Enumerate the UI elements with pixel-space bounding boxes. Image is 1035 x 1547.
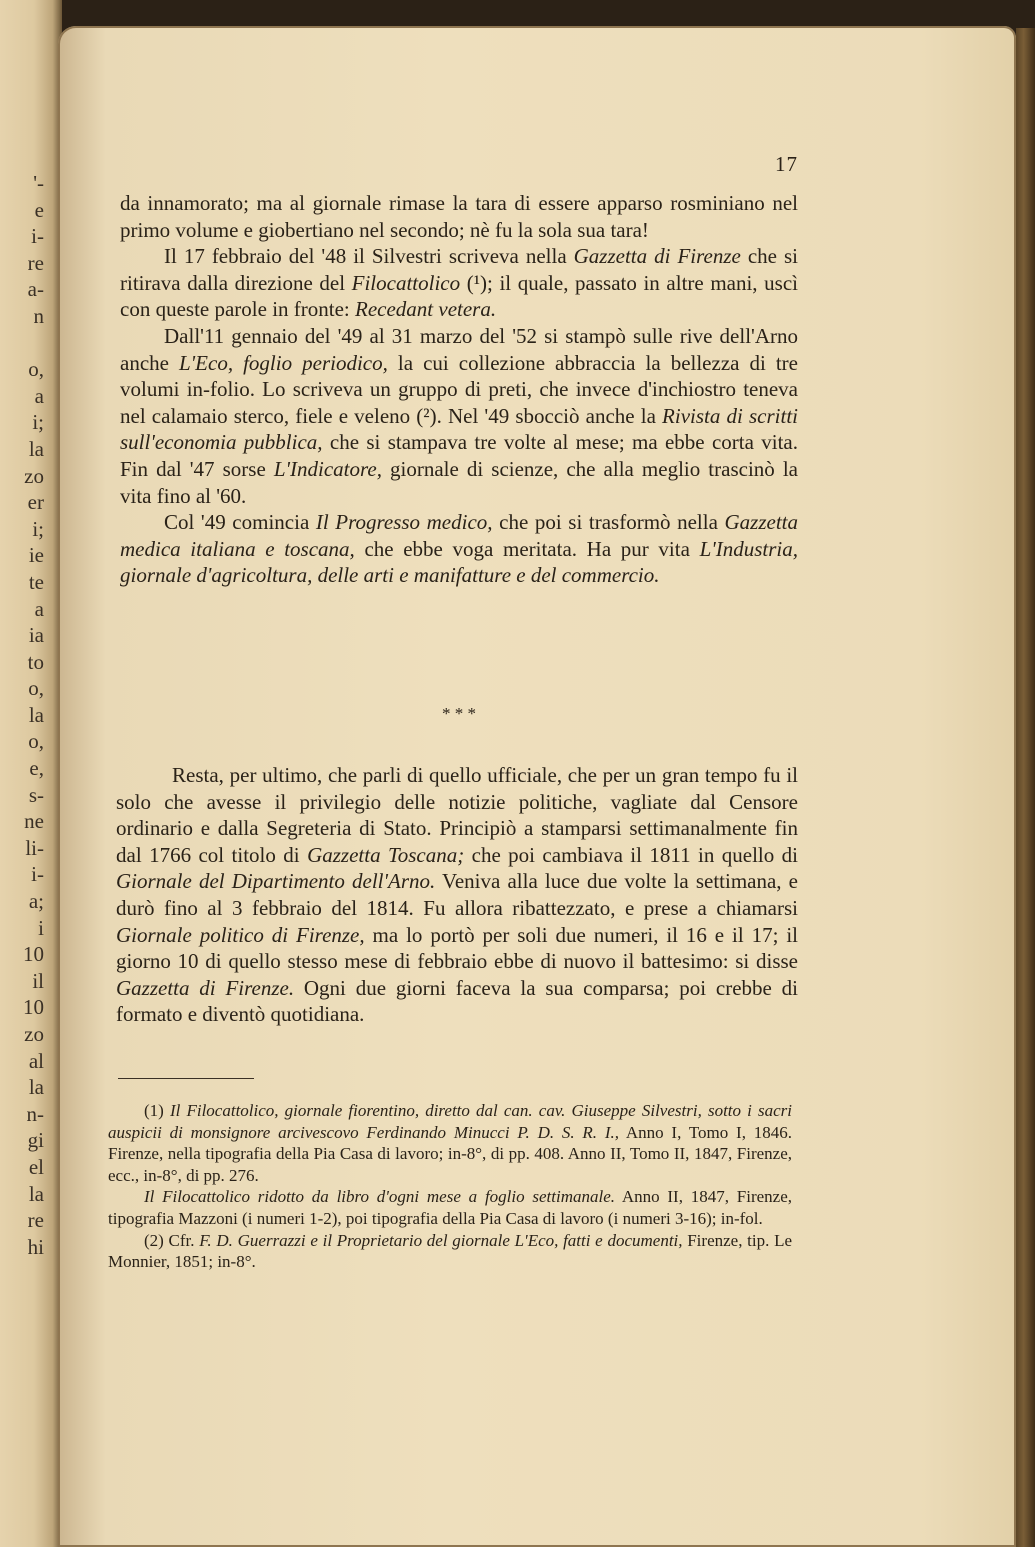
previous-page-fragment: ia	[28, 623, 44, 648]
title-run: F. D. Guerrazzi e il Proprietario del giornale L'Eco, fatti e documenti,	[199, 1230, 683, 1250]
text-run: giornale di scienze, che alla meglio trascinò la vita fino al '60.	[120, 456, 798, 508]
previous-page-fragment: i;	[32, 410, 44, 435]
text-run: che poi cambiava il 1811 in quello di	[464, 842, 798, 867]
text-run: Ogni due giorni faceva la sua comparsa; poi crebbe di formato e diventò quotidiana.	[116, 975, 798, 1027]
previous-page-fragment: i	[38, 915, 44, 940]
text-run: che poi si trasformò nella	[492, 510, 725, 535]
text-run: Veniva alla luce due volte la settimana, e durò fino al 3 febbraio del 1814. Fu allora ribattezzato, e prese a chiamarsi	[116, 869, 798, 920]
text-run: ma lo portò per soli due numeri, il 16 e il 17; il giorno 10 di quello stesso mese di febbraio ebbe di nuovo il battesimo: si disse	[116, 922, 798, 974]
footnote-rule	[118, 1078, 254, 1079]
title-run: L'Eco, foglio periodico,	[179, 350, 388, 375]
title-run: Gazzetta di Firenze	[573, 244, 741, 269]
previous-page-fragment: li-	[25, 835, 44, 860]
title-run: Giornale politico di Firenze,	[116, 922, 365, 947]
previous-page-fragment: hi	[27, 1234, 44, 1259]
previous-page-fragment: e	[34, 197, 44, 222]
previous-page-fragment: i-	[31, 224, 44, 249]
paragraph-official-gazette	[116, 762, 798, 1028]
previous-page-fragment: la	[28, 702, 44, 727]
previous-page-fragment: i;	[32, 516, 44, 541]
title-run: Recedant vetera.	[355, 297, 497, 322]
previous-page-fragment: al	[28, 1048, 44, 1073]
title-run: Il Progresso medico,	[315, 510, 493, 535]
previous-page-fragment: la	[28, 436, 44, 461]
text-run: che si stampava tre volte al mese; ma ebbe corta vita. Fin dal '47 sorse	[120, 430, 799, 481]
text-run: che si ritirava dalla direzione del	[120, 244, 798, 295]
paragraph-eco	[120, 323, 798, 509]
text-run: Il 17 febbraio del '48 il Silvestri scriveva nella	[164, 244, 574, 269]
previous-page-fragment: zo	[24, 1022, 44, 1046]
previous-page-fragment: il	[32, 968, 44, 993]
previous-page-fragment: zo	[24, 463, 44, 488]
previous-page-fragment: re	[27, 1208, 44, 1233]
title-run: Gazzetta medica italiana e toscana,	[120, 510, 799, 561]
footnote-1	[108, 1100, 792, 1186]
section-asterism: * * *	[442, 704, 476, 723]
title-run: Giornale del Dipartimento dell'Arno.	[116, 869, 436, 894]
previous-page-fragment: o,	[28, 729, 44, 754]
previous-page-fragment: o,	[28, 357, 44, 382]
page-number: 17	[775, 152, 798, 176]
previous-page-fragment: o,	[28, 676, 44, 701]
previous-page-fragment: la	[28, 1075, 44, 1100]
previous-page-fragment: er	[27, 490, 44, 515]
text-run: (¹); il quale, passato in altre mani, uscì con queste parole in fronte:	[120, 270, 798, 322]
previous-page-fragment: gi	[27, 1128, 44, 1153]
previous-page-fragment: ne	[24, 809, 44, 834]
previous-page-fragment	[0, 330, 44, 357]
previous-page-fragment: 10	[23, 995, 44, 1020]
title-run: Filocattolico	[351, 270, 461, 295]
previous-page-edge	[0, 0, 62, 1547]
previous-page-fragment: la	[28, 1181, 44, 1206]
previous-page-fragment: el	[28, 1154, 44, 1179]
page-edge-shadow	[1016, 28, 1035, 1547]
paragraph-continuation: da innamorato; ma al giornale rimase la tara di essere apparso rosminiano nel primo volume e giobertiano nel secondo; nè fu la sola sua tara!	[120, 191, 798, 242]
footnote-1-continued	[108, 1186, 792, 1229]
previous-page-fragment: n-	[26, 1101, 44, 1126]
footnote-number: (2) Cfr.	[144, 1230, 200, 1250]
previous-page-fragment: re	[27, 250, 44, 275]
title-run: Il Filocattolico ridotto da libro d'ogni mese a foglio settimanale.	[144, 1187, 616, 1207]
paragraph-silvestri	[120, 243, 798, 323]
text-run: che ebbe voga meritata. Ha pur vita	[354, 536, 700, 561]
previous-page-fragment: to	[27, 649, 44, 674]
previous-page-fragment: n	[33, 303, 44, 328]
previous-page-fragment: a-	[27, 277, 44, 302]
text-run: Col '49 comincia	[164, 510, 316, 535]
previous-page-text-fragments	[0, 170, 44, 1260]
title-run: Rivista di scritti sull'economia pubblica,	[120, 403, 798, 455]
previous-page-fragment: '-	[33, 171, 44, 195]
previous-page-fragment: s-	[28, 782, 44, 807]
previous-page-fragment: a	[34, 596, 44, 621]
section-two-text	[116, 762, 798, 1028]
footnotes	[108, 1100, 792, 1273]
title-run: Il Filocattolico, giornale fiorentino, diretto dal can. cav. Giuseppe Silvestri, sotto i sacri auspicii di monsignore arcivescovo Ferdinando Minucci P. D. S. R. I.,	[108, 1101, 792, 1142]
previous-page-fragment: 10	[23, 942, 44, 967]
title-run: L'Industria, giornale d'agricoltura, delle arti e manifatture e del commercio.	[120, 536, 798, 588]
title-run: Gazzetta di Firenze.	[116, 975, 295, 1000]
previous-page-fragment: i-	[31, 862, 44, 887]
footnote-number: (1)	[144, 1101, 170, 1120]
title-run: Gazzetta Toscana;	[307, 842, 465, 867]
previous-page-fragment: e,	[29, 756, 44, 781]
text-run: Anno II, 1847, Firenze, tipografia Mazzoni (i numeri 1-2), poi tipografia della Pia Casa di lavoro (i numeri 3-16); in-fol.	[108, 1187, 792, 1228]
footnote-2	[108, 1230, 792, 1273]
main-text-block	[120, 190, 798, 589]
text-run: Firenze, tip. Le Monnier, 1851; in-8°.	[108, 1230, 793, 1272]
text-run: Resta, per ultimo, che parli di quello ufficiale, che per un gran tempo fu il solo che avesse il privilegio delle notizie politiche, vagliate dal Censore ordinario e dalla Segreteria di Stato. Principiò a stamparsi settimanalmente fin dal 1766 col titolo di	[116, 763, 798, 867]
text-run: la cui collezione abbraccia la bellezza di tre volumi in-folio. Lo scriveva un gruppo di preti, che invece d'inchiostro teneva nel calamaio sterco, fiele e veleno (²). Nel '49 sbocciò anche la	[120, 350, 798, 428]
text-run: Dall'11 gennaio del '49 al 31 marzo del '52 si stampò sulle rive dell'Arno anche	[120, 323, 798, 375]
previous-page-fragment: te	[28, 569, 44, 594]
previous-page-fragment: a	[34, 383, 44, 408]
previous-page-fragment: a;	[28, 889, 44, 914]
previous-page-fragment: ie	[28, 543, 44, 568]
title-run: L'Indicatore,	[273, 456, 382, 481]
paragraph-progresso	[120, 509, 798, 589]
text-run: Anno I, Tomo I, 1846. Firenze, nella tipografia della Pia Casa di lavoro; in-8°, di pp. 408. Anno II, Tomo II, 1847, Firenze, ecc., in-8°, di pp. 276.	[108, 1122, 792, 1185]
